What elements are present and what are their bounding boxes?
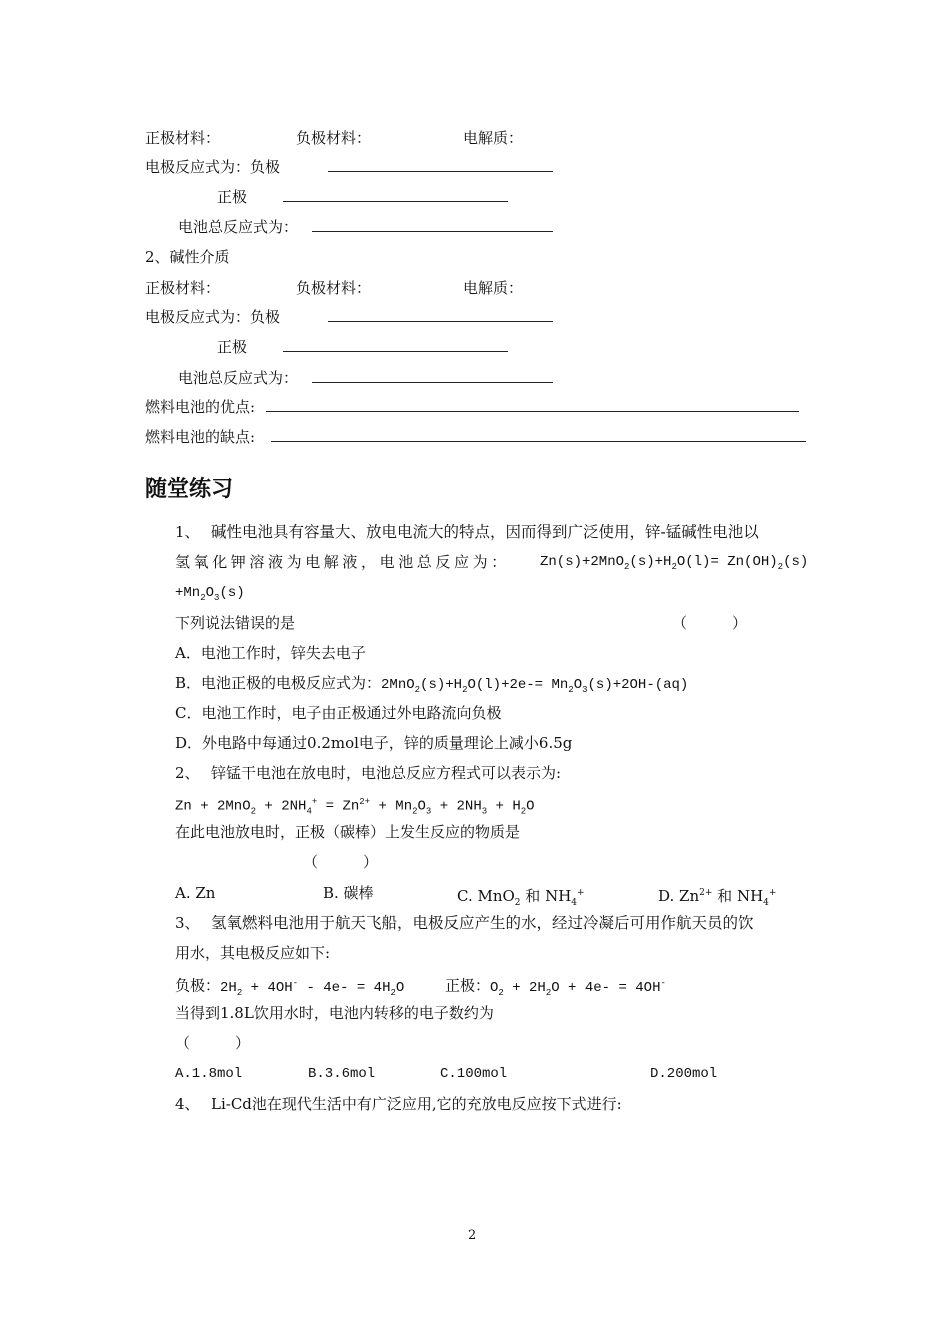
q4-number: 4、 xyxy=(175,1095,200,1113)
q1-option-b-equation: $2MnO_2(s)+H_2O(l)+2e-= Mn_2O_3(s)+2OH-(aq)$ xyxy=(381,677,689,695)
q3-pos-label: 正极： xyxy=(445,976,491,995)
q1-option-b xyxy=(175,673,688,700)
q1-stem-line1: 碱性电池具有容量大、放电电流大的特点，因而得到广泛使用，锌-锰碱性电池以 xyxy=(211,523,759,541)
q3-stem-line1: 氢氧燃料电池用于航天飞船，电极反应产生的水，经过冷凝后可用作航天员的饮 xyxy=(211,914,754,932)
q3-prompt: 当得到1.8L饮用水时，电池内转移的电子数约为 xyxy=(175,1004,494,1022)
electrode-reaction-label: 电极反应式为：负极 xyxy=(145,308,281,326)
q1-number: 1、 xyxy=(175,523,200,541)
q2-number: 2、 xyxy=(175,764,200,782)
q2-prompt: 在此电池放电时，正极（碳棒）上发生反应的物质是 xyxy=(175,823,521,841)
positive-reaction-blank[interactable] xyxy=(283,337,508,357)
positive-reaction-blank[interactable] xyxy=(283,187,508,207)
q1-option-a: A．电池工作时，锌失去电子 xyxy=(175,644,366,662)
q3-option-d: D.200mol xyxy=(650,1066,718,1082)
disadvantages-blank[interactable] xyxy=(271,427,806,447)
electrolyte-label: 电解质： xyxy=(463,279,524,297)
q2-option-d: D. $Zn^{2+}$ 和 $NH_4^+$ xyxy=(658,887,777,908)
negative-reaction-blank[interactable] xyxy=(328,157,553,177)
total-reaction-label: 电池总反应式为： xyxy=(178,369,299,387)
q2-option-a: A. Zn xyxy=(175,884,216,902)
q3-neg-label: 负极： xyxy=(175,976,221,995)
q2-option-c: C. MnO$_2$ 和 $NH_4^+$ xyxy=(457,887,585,908)
disadvantages-label: 燃料电池的缺点: xyxy=(145,428,256,446)
negative-material-label: 负极材料： xyxy=(296,279,372,297)
electrode-reaction-label: 电极反应式为：负极 xyxy=(145,158,281,176)
q2-equation: $Zn + 2MnO_2 + 2NH_4^+ = Zn^{2+} + Mn_2O_3 + 2NH_3 + H_2O$ xyxy=(175,797,535,817)
q1-prompt: 下列说法错误的是 xyxy=(175,614,296,632)
q3-number: 3、 xyxy=(175,914,200,932)
q2-option-b: B. 碳棒 xyxy=(323,884,374,902)
q1-total-reaction: $Zn(s)+2MnO_2(s)+H_2O(l)= Zn(OH)_2(s)$ xyxy=(540,554,809,572)
negative-material-label: 负极材料： xyxy=(296,129,372,147)
positive-material-label: 正极材料： xyxy=(145,129,221,147)
advantages-blank[interactable] xyxy=(266,397,799,417)
q3-positive-reaction: 正极：$O_2 + 2H_2O + 4e- = 4OH^-$ xyxy=(445,976,666,998)
positive-reaction-label: 正极 xyxy=(217,338,248,356)
q2-stem: 锌锰干电池在放电时，电池总反应方程式可以表示为: xyxy=(211,764,562,782)
q3-option-c: C.100mol xyxy=(440,1066,508,1082)
total-reaction-label: 电池总反应式为： xyxy=(178,218,299,236)
q3-answer-paren[interactable]: （ ） xyxy=(175,1034,251,1052)
page-number: 2 xyxy=(468,1228,477,1243)
positive-reaction-label: 正极 xyxy=(217,188,248,206)
q1-option-b-text: B．电池正极的电极反应式为： xyxy=(175,674,382,692)
q2-answer-paren[interactable]: （ ） xyxy=(303,853,379,871)
q1-stem-line2: 氢氧化钾溶液为电解液，电池总反应为： xyxy=(175,553,510,571)
q3-stem-line2: 用水，其电极反应如下: xyxy=(175,944,331,962)
alkaline-heading: 2、碱性介质 xyxy=(145,248,230,266)
q3-option-b: B.3.6mol xyxy=(308,1066,376,1082)
q1-answer-paren[interactable]: （ ） xyxy=(672,614,748,632)
positive-material-label: 正极材料： xyxy=(145,279,221,297)
electrolyte-label: 电解质： xyxy=(463,129,524,147)
advantages-label: 燃料电池的优点: xyxy=(145,398,256,416)
total-reaction-blank[interactable] xyxy=(312,368,553,388)
q1-total-reaction-cont: $+Mn_2O_3(s)$ xyxy=(175,585,245,603)
q3-option-a: A.1.8mol xyxy=(175,1066,243,1082)
negative-reaction-blank[interactable] xyxy=(328,307,553,327)
q3-negative-reaction: 负极：$2H_2 + 4OH^- - 4e- = 4H_2O$ xyxy=(175,976,405,998)
q1-option-c: C．电池工作时，电子由正极通过外电路流向负极 xyxy=(175,704,502,722)
q4-stem: Li-Cd池在现代生活中有广泛应用,它的充放电反应按下式进行: xyxy=(211,1095,622,1113)
q1-option-d: D．外电路中每通过0.2mol电子，锌的质量理论上减小6.5g xyxy=(175,734,573,752)
section-title: 随堂练习 xyxy=(145,477,234,502)
total-reaction-blank[interactable] xyxy=(312,217,553,237)
